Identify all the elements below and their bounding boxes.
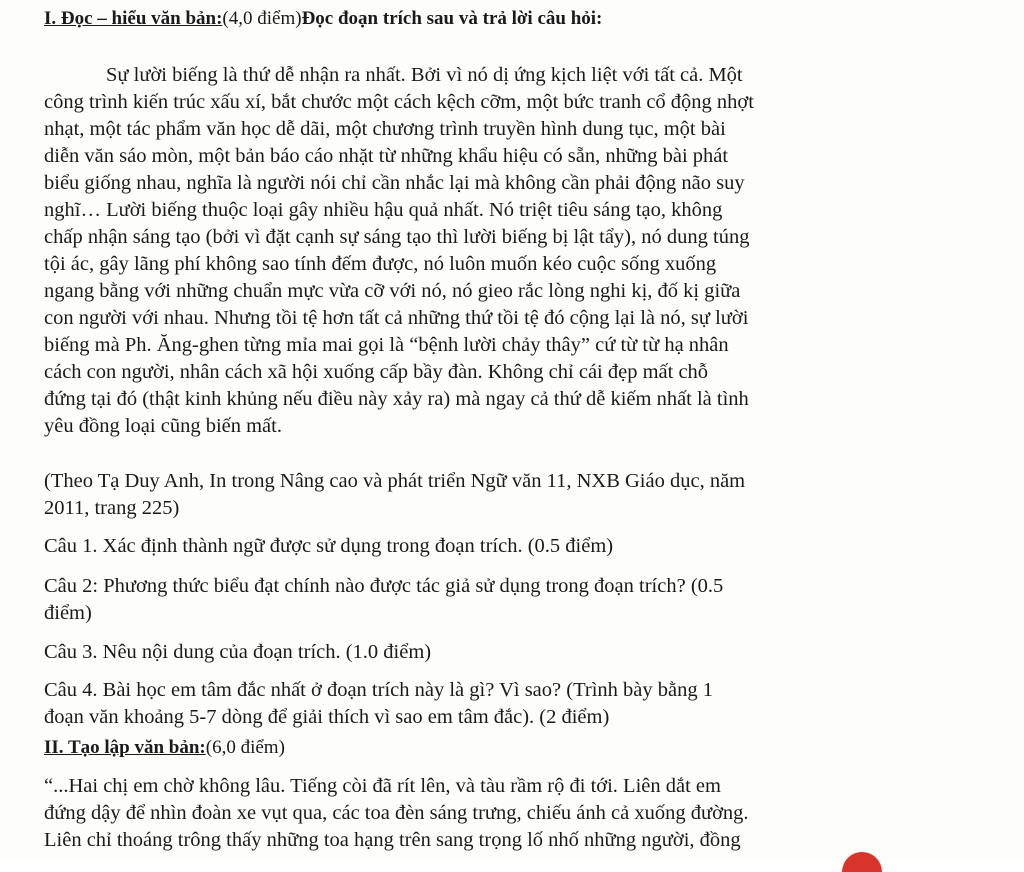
excerpt-line: “...Hai chị em chờ không lâu. Tiếng còi đã rít lên, và tàu rầm rộ đi tới. Liên dắt em bbox=[44, 775, 721, 797]
passage-line: tội ác, gây lãng phí không sao tính đếm được, nó luôn muốn kéo cuộc sống xuống bbox=[44, 253, 717, 275]
excerpt-line: Liên chỉ thoáng trông thấy những toa hạng trên sang trọng lố nhố những người, đồng bbox=[44, 829, 741, 851]
question-line: Câu 4. Bài học em tâm đắc nhất ở đoạn trích này là gì? Vì sao? (Trình bày bằng 1 bbox=[44, 679, 713, 701]
source-line: (Theo Tạ Duy Anh, In trong Nâng cao và phát triển Ngữ văn 11, NXB Giáo dục, năm bbox=[44, 470, 746, 492]
passage-line: ngang bằng với những chuẩn mực vừa cỡ với nó, nó gieo rắc lòng nghi kị, đố kị giữa bbox=[44, 280, 741, 302]
section-2-points: (6,0 điểm) bbox=[205, 737, 285, 758]
question-line: đoạn văn khoảng 5-7 dòng để giải thích vì sao em tâm đắc). (2 điểm) bbox=[44, 706, 610, 728]
reading-passage bbox=[44, 62, 874, 440]
question-line: Câu 2: Phương thức biểu đạt chính nào được tác giả sử dụng trong đoạn trích? (0.5 bbox=[44, 575, 724, 597]
question-1 bbox=[44, 533, 874, 560]
passage-line: biếng mà Ph. Ăng-ghen từng mỉa mai gọi là “bệnh lười chảy thây” cứ từ từ hạ nhân bbox=[44, 334, 729, 356]
writing-excerpt bbox=[44, 773, 874, 854]
passage-line: cách con người, nhân cách xã hội xuống cấp bầy đàn. Không chỉ cái đẹp mất chỗ bbox=[44, 361, 709, 383]
section-1-label: I. Đọc – hiểu văn bản: bbox=[44, 8, 223, 29]
question-3 bbox=[44, 639, 874, 666]
question-line: Câu 3. Nêu nội dung của đoạn trích. (1.0 điểm) bbox=[44, 641, 432, 663]
passage-line: Sự lười biếng là thứ dễ nhận ra nhất. Bởi vì nó dị ứng kịch liệt với tất cả. Một bbox=[106, 64, 743, 86]
section-2-heading bbox=[44, 737, 285, 759]
passage-line: công trình kiến trúc xấu xí, bắt chước một cách kệch cỡm, một bức tranh cổ động nhợt bbox=[44, 91, 754, 113]
passage-line: con người với nhau. Nhưng tồi tệ hơn tất cả những thứ tồi tệ đó cộng lại là nó, sự lười bbox=[44, 307, 749, 329]
section-1-heading bbox=[44, 8, 602, 30]
passage-line: nhạt, một tác phẩm văn học dễ dãi, một chương trình truyền hình dung tục, một bài bbox=[44, 118, 726, 140]
section-1-points: (4,0 điểm) bbox=[222, 8, 302, 29]
corner-mark-icon bbox=[842, 852, 882, 872]
question-2 bbox=[44, 573, 874, 627]
passage-line: nghĩ… Lười biếng thuộc loại gây nhiều hậu quả nhất. Nó triệt tiêu sáng tạo, không bbox=[44, 199, 723, 221]
passage-line: yêu đồng loại cũng biến mất. bbox=[44, 415, 282, 437]
section-2-label: II. Tạo lập văn bản: bbox=[44, 737, 206, 758]
question-4 bbox=[44, 677, 874, 731]
passage-line: diễn văn sáo mòn, một bản báo cáo nhặt từ những khẩu hiệu có sẵn, những bài phát bbox=[44, 145, 729, 167]
passage-line: chấp nhận sáng tạo (bởi vì đặt cạnh sự sáng tạo thì lười biếng bị lật tẩy), nó dung túng bbox=[44, 226, 750, 248]
question-line: điểm) bbox=[44, 602, 92, 624]
source-citation bbox=[44, 468, 874, 522]
passage-line: đứng tại đó (thật kinh khủng nếu điều này xảy ra) mà ngay cả thứ dễ kiếm nhất là tình bbox=[44, 388, 749, 410]
question-line: Câu 1. Xác định thành ngữ được sử dụng trong đoạn trích. (0.5 điểm) bbox=[44, 535, 614, 557]
excerpt-line: đứng dậy để nhìn đoàn xe vụt qua, các toa đèn sáng trưng, chiếu ánh cả xuống đường. bbox=[44, 802, 749, 824]
passage-line: biểu giống nhau, nghĩa là người nói chỉ cần nhắc lại mà không cần phải động não suy bbox=[44, 172, 745, 194]
section-1-instruction: Đọc đoạn trích sau và trả lời câu hỏi: bbox=[301, 8, 603, 29]
source-line: 2011, trang 225) bbox=[44, 497, 180, 519]
